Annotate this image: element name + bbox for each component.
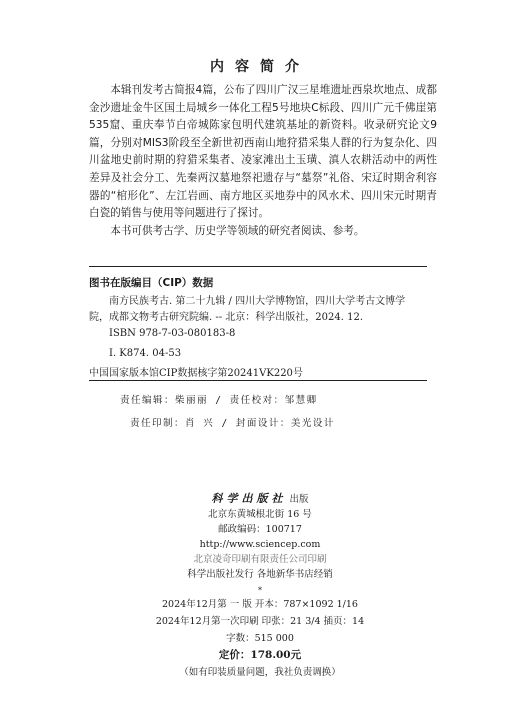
price: 定价：178.00元: [218, 649, 302, 661]
cip-data-block: [89, 294, 431, 382]
separator-star: *: [258, 586, 262, 595]
cip-line-editors: 院，成都文物考古研究院编. -- 北京：科学出版社，2024. 12.: [89, 312, 364, 323]
cip-heading: 图书在版编目（CIP）数据: [89, 277, 214, 289]
publisher-logo: 科学出版社: [211, 492, 287, 505]
intro-paragraph-1: 本辑刊发考古简报4篇，公布了四川广汉三星堆遗址西泉坎地点、成都金沙遗址金牛区国土局城乡一体化工程5号地块C标段、四川广元千佛崖第535窟、重庆奉节白帝城陈家包明代建筑基址的新资料。收录研究论文9篇，分别对MIS3阶段至全新世初西南山地狩猎采集人群的行为复杂化、四川盆地史前时期的狩猎采集者、凌家滩出土玉璜、滇人农耕活动中的两性差异及社会分工、先秦两汉墓地祭祀遗存与“墓祭”礼俗、宋辽时期舍利容器的“棺形化”、左江岩画、南方地区买地券中的风水术、四川宋元时期青白瓷的销售与使用等问题进行了探讨。: [89, 84, 437, 220]
introduction-section: [89, 82, 437, 240]
page-title: 内容简介: [210, 59, 310, 75]
publisher-address: 北京东黄城根北街 16 号: [208, 509, 312, 520]
cip-line-title: 南方民族考古. 第二十九辑 / 四川大学博物馆，四川大学考古文博学: [109, 296, 406, 307]
intro-paragraph-2: 本书可供考古学、历史学等领域的研究者阅读、参考。: [110, 224, 365, 237]
quality-notice: （如有印装质量问题，我社负责调换）: [179, 667, 341, 678]
divider-top: [89, 266, 427, 267]
publisher-postcode: 邮政编码：100717: [218, 524, 302, 535]
printer-name: 北京凌奇印刷有限责任公司印刷: [193, 554, 327, 565]
credits-editor-line: 责任编辑：柴丽丽 / 责任校对：邹慧卿: [120, 395, 318, 406]
distribution-line: 科学出版社发行 各地新华书店经销: [187, 569, 333, 580]
publisher-logo-suffix: 出版: [289, 494, 309, 505]
cip-line-classification: Ⅰ. K874. 04-53: [109, 348, 182, 359]
cip-line-isbn: ISBN 978-7-03-080183-8: [109, 328, 236, 339]
printing-line: 2024年12月第一次印刷 印张：21 3/4 插页：14: [155, 616, 365, 627]
publisher-website: http://www.sciencep.com: [199, 539, 321, 550]
cip-line-record-number: 中国国家版本馆CIP数据核字第20241VK220号: [89, 368, 303, 379]
divider-bottom: [89, 380, 427, 381]
word-count: 字数：515 000: [226, 633, 294, 644]
credits-print-line: 责任印制：肖 兴 / 封面设计：美光设计: [130, 418, 335, 429]
edition-line: 2024年12月第 一 版 开本：787×1092 1/16: [162, 599, 358, 610]
